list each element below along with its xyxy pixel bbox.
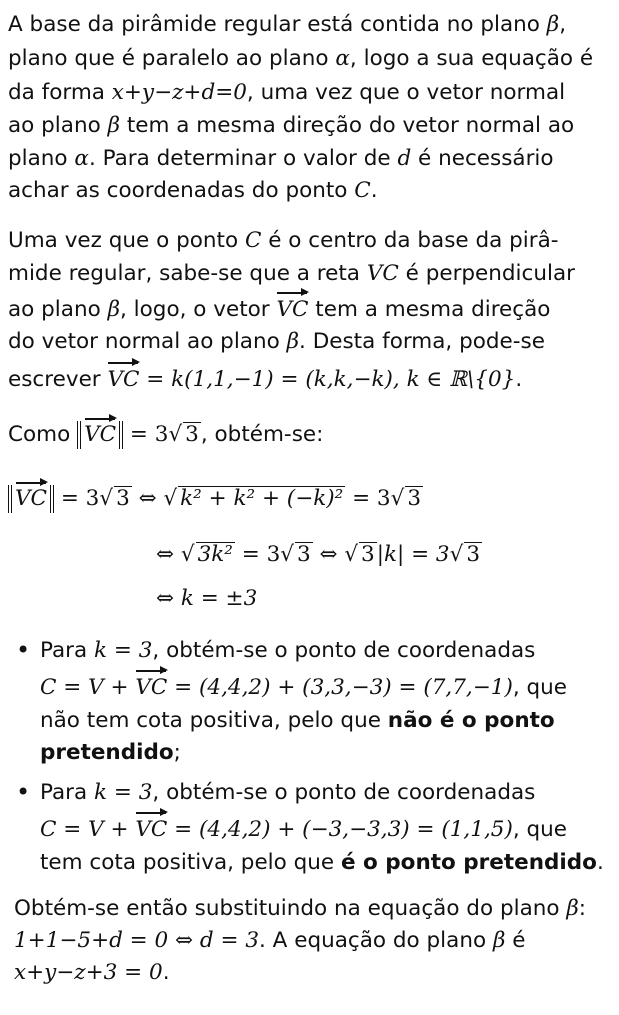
vector-vc: VC (84, 422, 117, 447)
equation-row-1: VC = 3√ 3 ⇔ √ k² + k² + (−k)² = 3√ 3 (8, 482, 423, 516)
document-page: A base da pirâmide regular está contida no plano β, plano que é paralelo ao plano α, logo a sua equação é da forma x+y−z+d=0, uma vez que o vetor normal ao plano β tem a mesma direção do vetor normal ao plano α. Para determinar o valor de d é necessário achar as coordenadas do ponto C. Uma vez que o ponto C é o centro da base da pirâ- mide regular, sabe-se que a reta VC é perpendicular ao plano β, logo, o vetor VC tem a mesma direção do vetor normal ao plano β. Desta forma, pode-se escrever VC = k(1,1,−1) = (k,k,−k), k ∈ ℝ\{0}. Como VC = 3√ 3, obtém-se: VC = 3√ 3 ⇔ √ k² + k² + (−k)² = 3√ 3 ⇔ √ 3k² = 3√ 3 ⇔ √ 3|k| = 3√ 3 ⇔ k = ±3 • Para k = 3, obtém-se o ponto de coordenadas C = V + VC = (4,4,2) + (3,3,−3) = (7,7,−1), que não tem cota positiva, pelo que não é o ponto pretendido; • Para k = 3, obtém-se o ponto de coordenadas C = V + VC = (4,4,2) + (−3,−3,3) = (1,1,5), que tem cota positiva, pelo que é o ponto pretendido. Obtém-se então substituindo na equação do plano β: 1+1−5+d = 0 ⇔ d = 3. A equação do plano β é x+y−z+3 = 0. (0, 0, 619, 1015)
norm-bars (77, 421, 123, 449)
vector-vc: VC (107, 365, 139, 395)
list-item: • Para k = 3, obtém-se o ponto de coordenadas C = V + VC = (4,4,2) + (−3,−3,3) = (1,1,5), que tem cota positiva, pelo que é o ponto pretendido. (16, 778, 604, 875)
list-item: • Para k = 3, obtém-se o ponto de coordenadas C = V + VC = (4,4,2) + (3,3,−3) = (7,7,−1), que não tem cota positiva, pelo que não é o ponto pretendido; (16, 636, 568, 765)
sqrt-symbol: √ (163, 486, 178, 511)
equation-row-3: ⇔ k = ±3 (156, 586, 258, 611)
sqrt-symbol: √ (280, 542, 294, 567)
vector-vc: VC (15, 486, 47, 511)
sqrt-symbol: √ (99, 486, 114, 511)
equation-row-2: ⇔ √ 3k² = 3√ 3 ⇔ √ 3|k| = 3√ 3 (156, 542, 481, 567)
bullet-icon: • (16, 778, 31, 806)
vector-vc: VC (135, 815, 167, 845)
vector-vc: VC (276, 295, 308, 325)
norm-bars (8, 485, 54, 513)
sqrt-symbol: √ (449, 542, 464, 567)
sqrt-symbol: √ (390, 486, 405, 511)
sqrt-symbol: √ (344, 542, 359, 567)
sqrt-symbol: √ (180, 542, 195, 567)
vector-vc: VC (135, 673, 167, 703)
sqrt-symbol: √ (168, 422, 183, 447)
bullet-icon: • (16, 636, 31, 664)
